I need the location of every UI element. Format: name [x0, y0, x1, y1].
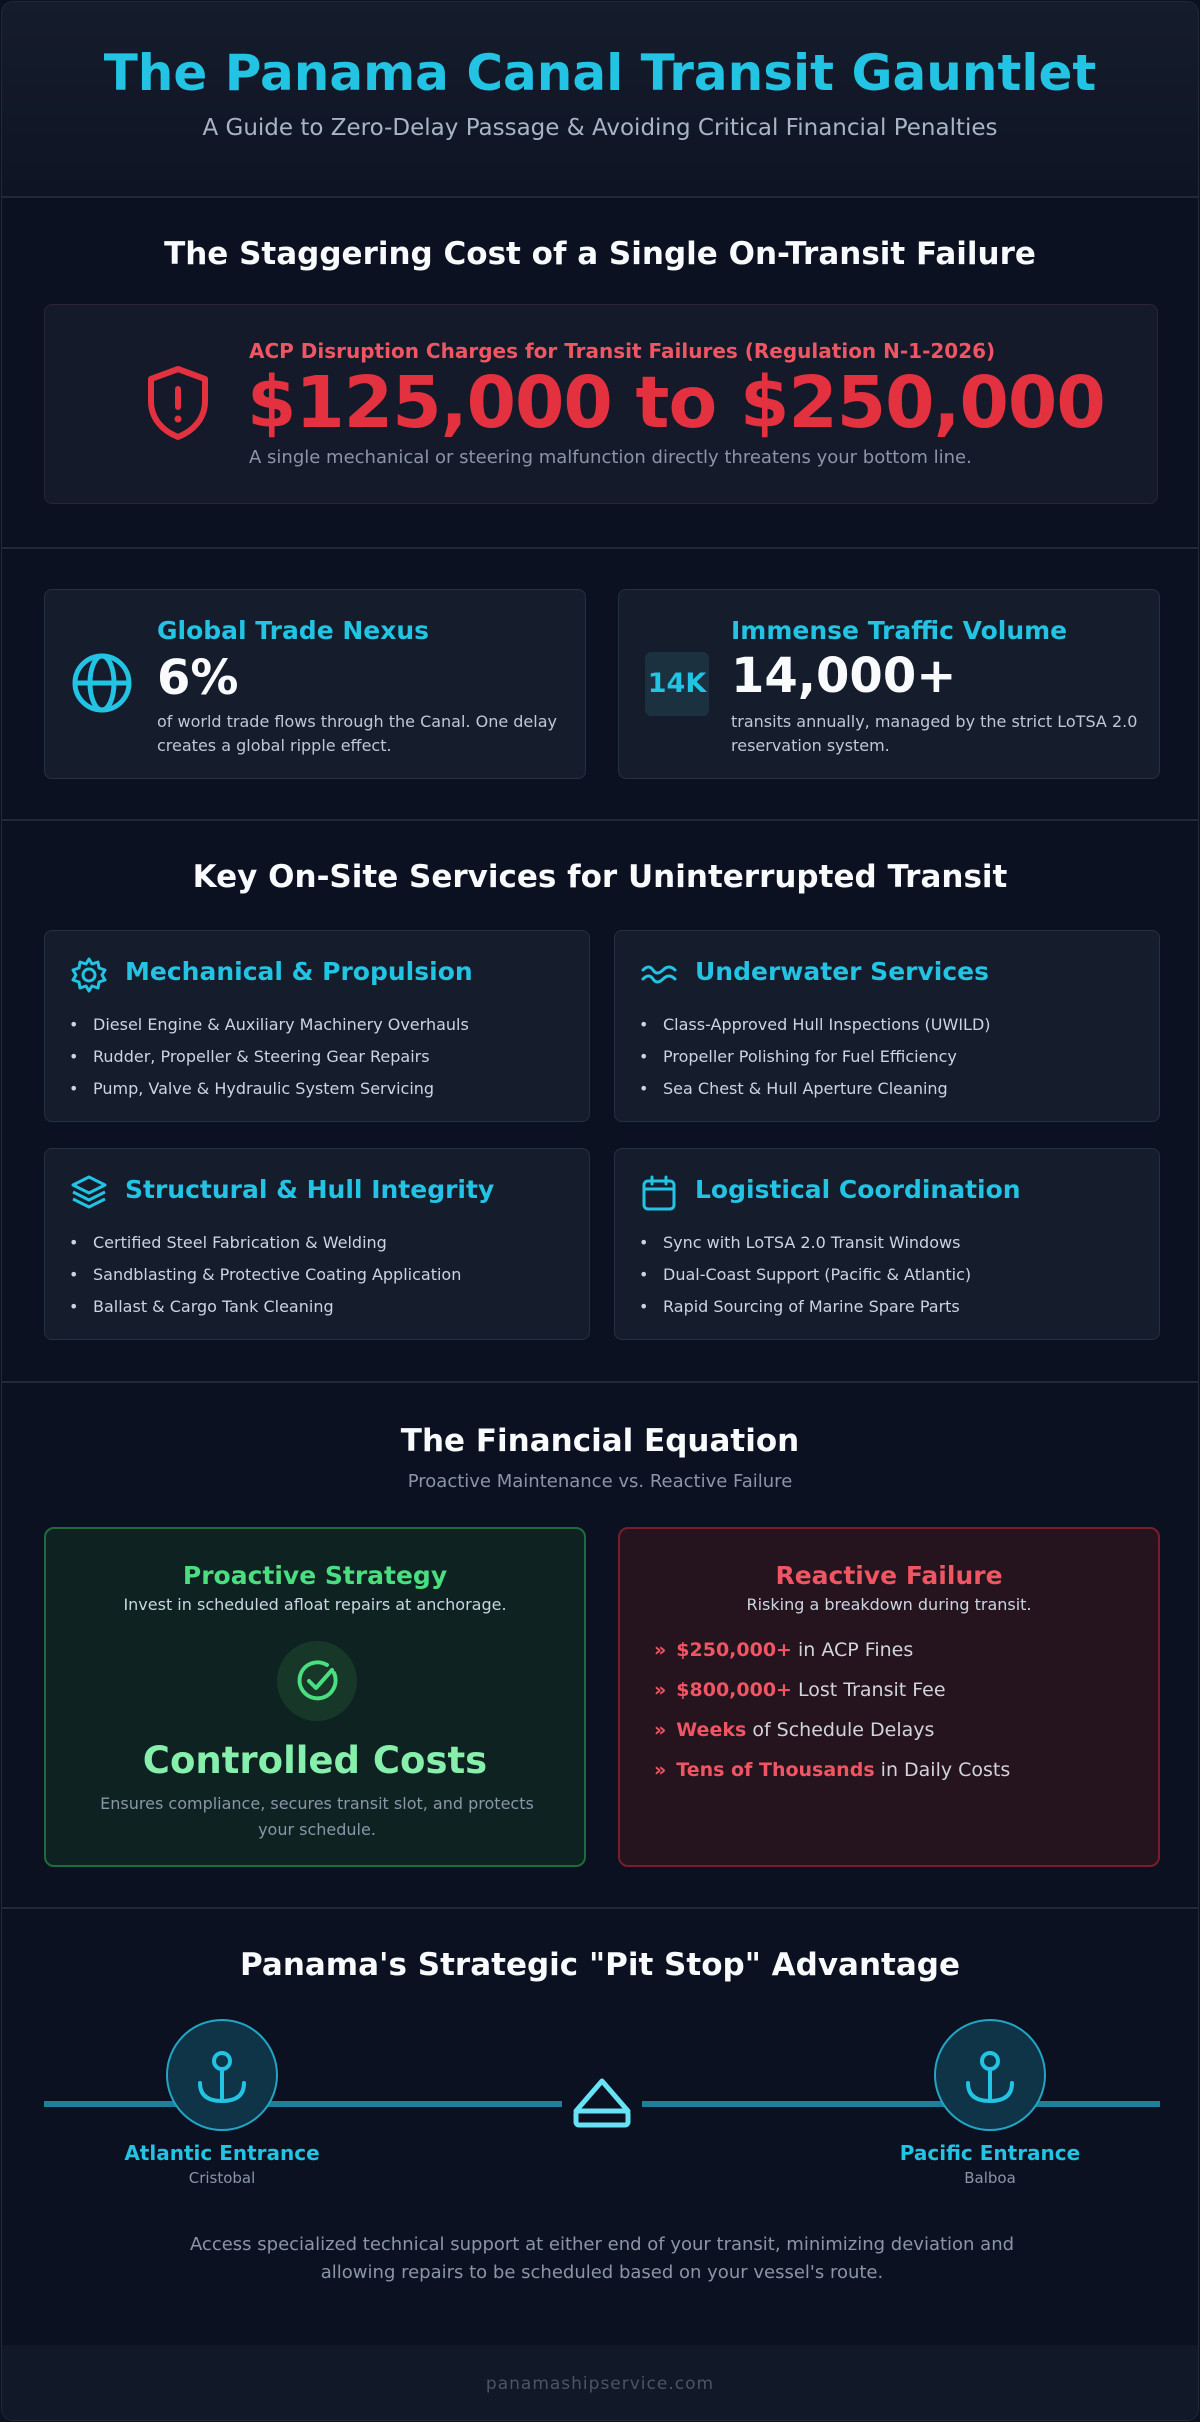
- reactive-card: [618, 1527, 1160, 1867]
- atlantic-place: Cristobal: [188, 2169, 256, 2187]
- route-line: [642, 2101, 1160, 2107]
- services-section: [2, 821, 1198, 1383]
- cost-heading: The Staggering Cost of a Single On-Transit Failure: [164, 236, 1036, 272]
- gear-icon: [69, 955, 109, 995]
- check-circle-icon: [277, 1641, 357, 1721]
- ship-icon: [570, 2077, 634, 2133]
- service-item: • Rapid Sourcing of Marine Spare Parts: [639, 1291, 971, 1323]
- pitstop-text: Access specialized technical support at either end of your transit, minimizing deviation and allowing repairs to be scheduled based on your vessel's route.: [189, 2234, 1015, 2283]
- proactive-subtitle: Invest in scheduled afloat repairs at anchorage.: [123, 1595, 507, 1614]
- proactive-result: Controlled Costs: [142, 1739, 488, 1782]
- stat-card-trade: [44, 589, 586, 779]
- proactive-note: Ensures compliance, secures transit slot, and protects your schedule.: [100, 1794, 534, 1839]
- service-title: Logistical Coordination: [695, 1175, 1021, 1204]
- shield-alert-icon: [145, 365, 211, 441]
- stat-title: Immense Traffic Volume: [731, 616, 1068, 645]
- service-list: [639, 1227, 971, 1323]
- footer: [2, 2345, 1198, 2421]
- route-line: [44, 2101, 562, 2107]
- service-card-logistics: [614, 1148, 1160, 1340]
- stat-description: of world trade flows through the Canal. One delay creates a global ripple effect.: [157, 712, 557, 755]
- anchor-icon: [166, 2019, 278, 2131]
- cost-label: ACP Disruption Charges for Transit Failures (Regulation N-1-2026): [249, 339, 996, 363]
- pitstop-section: [2, 1909, 1198, 2345]
- reactive-list: [654, 1639, 1010, 1799]
- reactive-subtitle: Risking a breakdown during transit.: [746, 1595, 1032, 1614]
- service-card-mechanical: [44, 930, 590, 1122]
- cost-card: [44, 304, 1158, 504]
- service-list: [69, 1227, 461, 1323]
- service-item: • Propeller Polishing for Fuel Efficiency: [639, 1041, 991, 1073]
- page-title: The Panama Canal Transit Gauntlet: [103, 44, 1097, 102]
- cost-amount: $125,000 to $250,000: [247, 361, 1105, 444]
- atlantic-name: Atlantic Entrance: [124, 2141, 320, 2165]
- service-item: • Class-Approved Hull Inspections (UWILD): [639, 1009, 991, 1041]
- stat-card-traffic: [618, 589, 1160, 779]
- waves-icon: [639, 955, 679, 995]
- layers-icon: [69, 1173, 109, 1213]
- anchor-icon: [934, 2019, 1046, 2131]
- service-item: • Ballast & Cargo Tank Cleaning: [69, 1291, 461, 1323]
- service-item: • Diesel Engine & Auxiliary Machinery Overhauls: [69, 1009, 469, 1041]
- service-card-structural: [44, 1148, 590, 1340]
- service-title: Mechanical & Propulsion: [125, 957, 473, 986]
- chevron-icon: »: [654, 1679, 667, 1701]
- financial-section: [2, 1383, 1198, 1909]
- cost-section: [2, 198, 1198, 549]
- header: [2, 2, 1198, 198]
- globe-icon: [71, 652, 133, 714]
- financial-subheading: Proactive Maintenance vs. Reactive Failure: [407, 1471, 793, 1492]
- stat-description: transits annually, managed by the strict LoTSA 2.0 reservation system.: [731, 712, 1138, 755]
- page-subtitle: A Guide to Zero-Delay Passage & Avoiding Critical Financial Penalties: [202, 115, 998, 141]
- service-item: • Dual-Coast Support (Pacific & Atlantic): [639, 1259, 971, 1291]
- reactive-item: » $250,000+ in ACP Fines: [654, 1639, 914, 1661]
- service-item: • Certified Steel Fabrication & Welding: [69, 1227, 461, 1259]
- stat-title: Global Trade Nexus: [157, 616, 430, 645]
- service-title: Underwater Services: [695, 957, 989, 986]
- infographic-page: [1, 1, 1199, 2421]
- service-list: [639, 1009, 991, 1105]
- cost-note: A single mechanical or steering malfunction directly threatens your bottom line.: [249, 447, 972, 468]
- pitstop-heading: Panama's Strategic "Pit Stop" Advantage: [240, 1947, 960, 1983]
- pacific-place: Balboa: [964, 2169, 1016, 2187]
- proactive-title: Proactive Strategy: [182, 1561, 448, 1590]
- service-item: • Pump, Valve & Hydraulic System Servicing: [69, 1073, 469, 1105]
- reactive-item: » $800,000+ Lost Transit Fee: [654, 1679, 946, 1701]
- service-title: Structural & Hull Integrity: [125, 1175, 495, 1204]
- stat-value: 14,000+: [731, 648, 957, 704]
- service-card-underwater: [614, 930, 1160, 1122]
- service-item: • Sea Chest & Hull Aperture Cleaning: [639, 1073, 991, 1105]
- chevron-icon: »: [654, 1759, 667, 1781]
- service-list: [69, 1009, 469, 1105]
- stat-badge: 14K: [645, 652, 709, 716]
- proactive-card: [44, 1527, 586, 1867]
- service-item: • Sync with LoTSA 2.0 Transit Windows: [639, 1227, 971, 1259]
- reactive-title: Reactive Failure: [775, 1561, 1003, 1590]
- stat-value: 6%: [157, 650, 239, 706]
- services-heading: Key On-Site Services for Uninterrupted Transit: [192, 859, 1008, 895]
- reactive-item: » Weeks of Schedule Delays: [654, 1719, 935, 1741]
- chevron-icon: »: [654, 1639, 667, 1661]
- service-item: • Rudder, Propeller & Steering Gear Repairs: [69, 1041, 469, 1073]
- footer-domain[interactable]: panamashipservice.com: [485, 2374, 715, 2394]
- financial-heading: The Financial Equation: [400, 1423, 800, 1459]
- reactive-item: » Tens of Thousands in Daily Costs: [654, 1759, 1011, 1781]
- calendar-icon: [639, 1173, 679, 1213]
- service-item: • Sandblasting & Protective Coating Application: [69, 1259, 461, 1291]
- pacific-name: Pacific Entrance: [899, 2141, 1081, 2165]
- stats-section: [2, 549, 1198, 821]
- chevron-icon: »: [654, 1719, 667, 1741]
